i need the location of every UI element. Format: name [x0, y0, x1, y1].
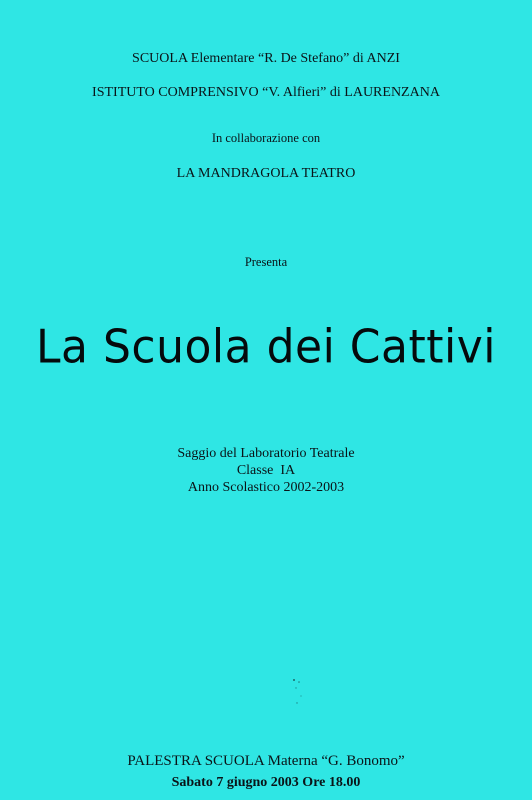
venue-line: PALESTRA SCUOLA Materna “G. Bonomo” [127, 753, 405, 769]
collaboration-line: In collaborazione con [211, 131, 321, 145]
theatre-line: LA MANDRAGOLA TEATRO [176, 166, 356, 181]
date-line: Sabato 7 giugno 2003 Ore 18.00 [171, 775, 361, 790]
institute-line: ISTITUTO COMPRENSIVO “V. Alfieri” di LAURENZANA [92, 85, 440, 100]
presents-line: Presenta [244, 255, 288, 269]
details-line-3: Anno Scolastico 2002-2003 [187, 480, 345, 495]
paper-speck-marks [290, 676, 306, 710]
details-line-2: Classe IA [236, 463, 296, 478]
school-line: SCUOLA Elementare “R. De Stefano” di ANZI [132, 51, 400, 66]
details-line-1: Saggio del Laboratorio Teatrale [177, 446, 355, 461]
page-title: La Scuola dei Cattivi [36, 320, 496, 375]
